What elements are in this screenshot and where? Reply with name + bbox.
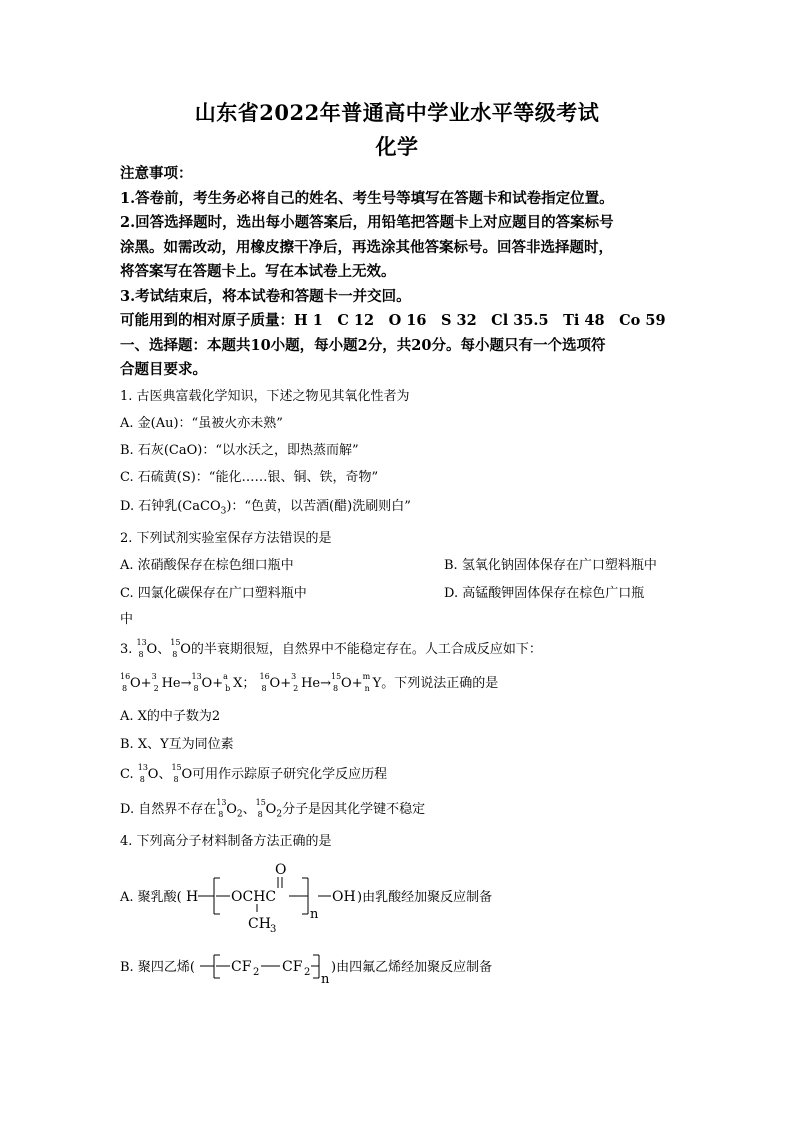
q4-a-text: )由乳酸经加聚反应制备 [357, 890, 493, 905]
q1-d-formula: CaCO [182, 499, 221, 514]
instruction-1: 1.答卷前，考生务必将自己的姓名、考生号等填写在答题卡和试卷指定位置。 [120, 189, 614, 207]
q1-stem: 1. 古医典富载化学知识，下述之物见其氧化性者为 [120, 389, 410, 404]
polylactic-acid-structure [112, 852, 552, 937]
section-header-line-2: 合题目要求。 [120, 361, 207, 378]
q2-option-c: C. 四氯化碳保存在广口塑料瓶中 [120, 586, 307, 601]
isotope-o13: 13 8 [136, 638, 147, 659]
svg-text:OCHC: OCHC [231, 889, 277, 905]
q3-stem: 3. 13 8 O、 15 8 O的半衰期很短，自然界中不能稳定存在。人工合成反应如下： [120, 638, 542, 659]
instruction-2-line-2: 涂黑。如需改动，用橡皮擦干净后，再选涂其他答案标号。回答非选择题时， [120, 238, 613, 256]
exam-instructions [120, 162, 680, 383]
q1-d-sub: 3 [220, 506, 227, 517]
svg-text:CF: CF [231, 959, 252, 975]
q4-stem: 4. 下列高分子材料制备方法正确的是 [120, 834, 332, 849]
instruction-2-line-1: 2.回答选择题时，选出每小题答案后，用铅笔把答题卡上对应题目的答案标号 [120, 214, 614, 231]
q3-reactions: 16 8 O+ 3 2 He→ 13 8 O+ a b X； 16 8 O+ 3 2 He→ 15 8 O+ m n Y。下列说法正确的是 [120, 672, 499, 693]
instruction-2-line-3: 将答案写在答题卡上。写在本试卷上无效。 [120, 263, 396, 280]
q2-option-a: A. 浓硝酸保存在棕色细口瓶中 [120, 558, 294, 573]
q1-option-c: C. 石硫黄(S)：“能化……银、铜、铁，奇物” [120, 470, 379, 485]
section-header-line-1: 一、选择题：本题共10小题，每小题2分，共20分。每小题只有一个选项符 [120, 336, 606, 354]
q3-option-b: B. X、Y互为同位素 [120, 737, 234, 752]
q2-option-b: B. 氢氧化钠固体保存在广口塑料瓶中 [444, 558, 657, 573]
svg-text:OH: OH [332, 889, 356, 905]
svg-text:H: H [186, 889, 199, 905]
svg-text:CH: CH [248, 916, 271, 932]
svg-text:2: 2 [304, 967, 311, 978]
svg-text:3: 3 [270, 924, 277, 935]
isotope-o15: 15 8 [170, 638, 181, 659]
svg-text:CF: CF [282, 959, 303, 975]
q3-option-d: D. 自然界不存在 13 8 $O_2$、 15 8 $O_2$分子是因其化学键不稳定 [120, 798, 426, 820]
q2-stem: 2. 下列试剂实验室保存方法错误的是 [120, 531, 332, 546]
instructions-heading: 注意事项： [120, 165, 193, 182]
q3-c-text: 可用作示踪原子研究化学反应历程 [192, 767, 388, 782]
q4-a-label: A. 聚乳酸( [120, 890, 182, 905]
q4-b-text: )由四氟乙烯经加聚反应制备 [331, 960, 493, 975]
q2-option-d-cont: 中 [120, 612, 134, 627]
q3-question-text: 。下列说法正确的是 [381, 676, 499, 691]
arrow-icon: → [320, 676, 332, 691]
q3-number: 3. [120, 642, 133, 657]
q1-option-a: A. 金(Au)：“虽被火亦未熟” [120, 416, 283, 431]
q1-option-d [120, 495, 411, 517]
q3-d-text: 分子是因其化学键不稳定 [282, 802, 426, 817]
exam-subject: 化学 [375, 134, 419, 159]
q1-d-text: )：“色黄，以苦酒(醋)洗刷则白” [226, 499, 411, 514]
svg-text:2: 2 [253, 967, 260, 978]
exam-title: 山东省2022年普通高中学业水平等级考试 [194, 100, 600, 125]
q4-b-label: B. 聚四乙烯( [120, 960, 195, 975]
arrow-icon: → [180, 676, 192, 691]
q3-stem-text: 的半衰期很短，自然界中不能稳定存在。人工合成反应如下： [190, 642, 542, 657]
instruction-3: 3.考试结束后，将本试卷和答题卡一并交回。 [120, 287, 411, 305]
q3-d-label: D. 自然界不存在 [120, 802, 217, 817]
ptfe-structure [112, 945, 552, 990]
svg-text:O: O [275, 862, 287, 878]
atomic-masses: 可能用到的相对原子质量：H 1 C 12 O 16 S 32 Cl 35.5 Ti 48 Co 59 [120, 312, 666, 329]
svg-text:n: n [310, 907, 319, 922]
q3-option-a: A. X的中子数为2 [120, 709, 221, 724]
svg-text:n: n [321, 972, 330, 987]
q3-option-c: C. 13 8 O、 15 8 O可用作示踪原子研究化学反应历程 [120, 763, 388, 784]
q1-d-label: D. 石钟乳( [120, 499, 183, 514]
q2-option-d: D. 高锰酸钾固体保存在棕色广口瓶 [444, 586, 645, 601]
q1-option-b: B. 石灰(CaO)：“以水沃之，即热蒸而解” [120, 443, 359, 458]
